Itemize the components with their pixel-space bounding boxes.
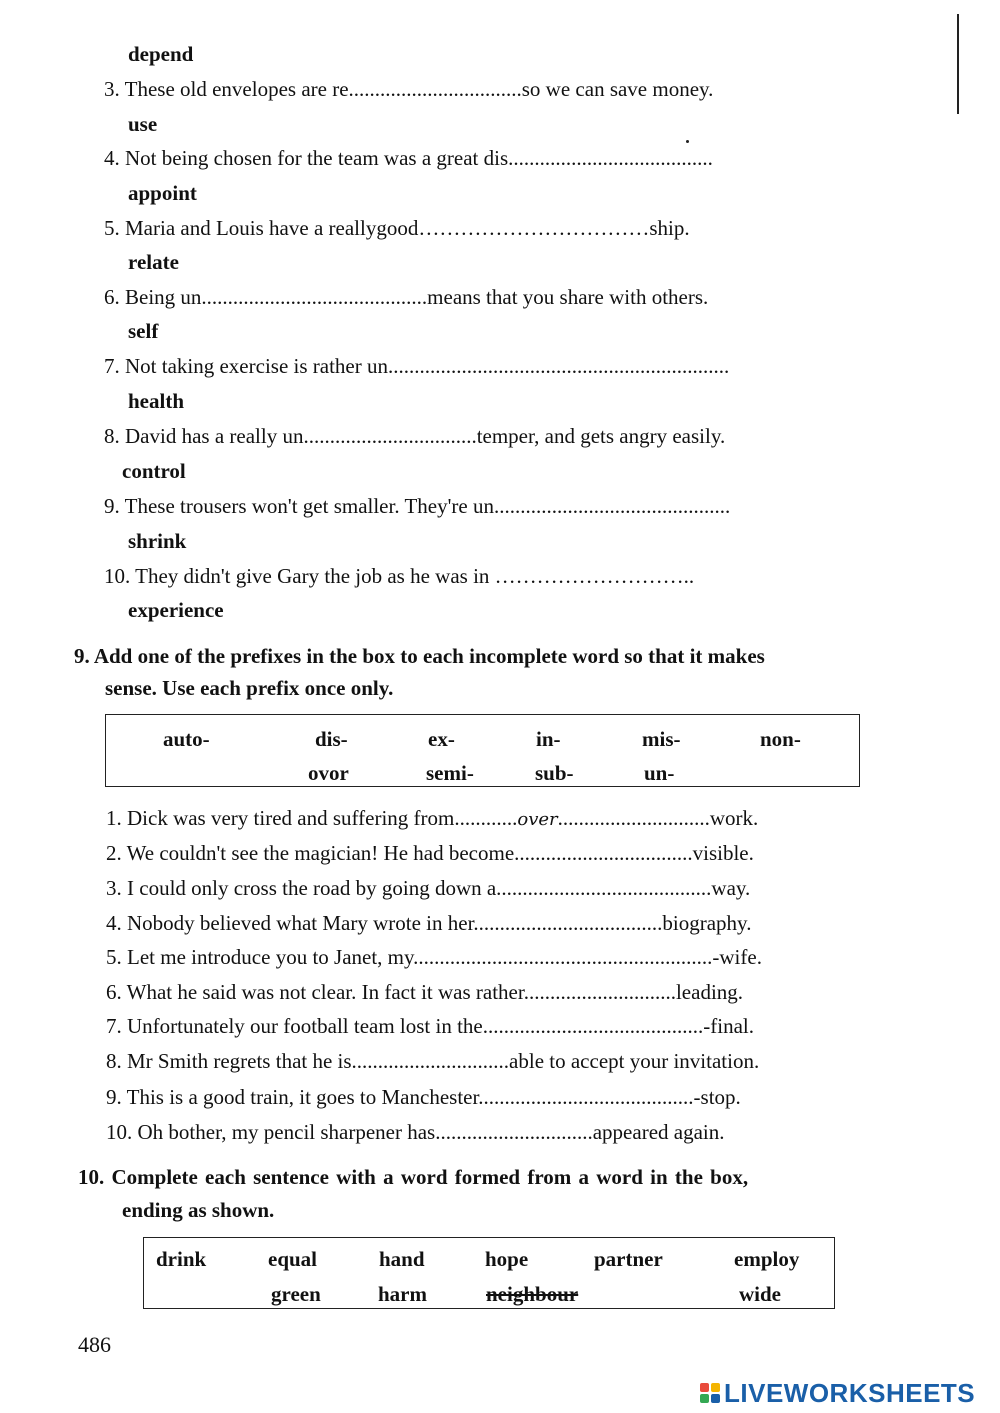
prefix-word: mis- (642, 727, 681, 751)
prefix-box (105, 714, 860, 787)
exercise9-sentence-7: 7. Unfortunately our football team lost in the..........................................-final. (106, 1014, 754, 1038)
keyword-health: health (128, 389, 185, 413)
box-word: employ (734, 1247, 800, 1271)
box-word: hand (379, 1247, 425, 1271)
box-word: equal (268, 1247, 318, 1271)
prefix-word: in- (536, 727, 561, 751)
prefix-word: semi- (426, 761, 474, 785)
exercise10-heading-cont: ending as shown. (122, 1198, 275, 1222)
page-number: 486 (78, 1332, 111, 1357)
exercise9-sentence-3: 3. I could only cross the road by going down a.........................................way. (106, 876, 751, 900)
exercise9-sentence-9: 9. This is a good train, it goes to Manchester.........................................-stop. (106, 1085, 741, 1109)
liveworksheets-watermark (700, 1377, 976, 1408)
prefix-word: un- (644, 761, 675, 785)
exercise8-sentence-9: 9. These trousers won't get smaller. They're un............................................. (104, 494, 731, 518)
exercise8-sentence-3: 3. These old envelopes are re.................................so we can save money. (104, 77, 714, 101)
exercise8-sentence-8: 8. David has a really un.................................temper, and gets angry easily. (104, 424, 726, 448)
prefix-word: dis- (315, 727, 348, 751)
exercise9-sentence-2: 2. We couldn't see the magician! He had become..................................visible. (106, 841, 754, 865)
box-word: harm (378, 1282, 427, 1306)
keyword-appoint: appoint (128, 181, 197, 205)
prefix-word: non- (760, 727, 801, 751)
exercise9-sentence-1 (106, 808, 758, 829)
exercise9-sentence-8: 8. Mr Smith regrets that he is..............................able to accept your invitation. (106, 1049, 760, 1073)
stray-mark (686, 140, 689, 143)
exercise9-heading-cont: sense. Use each prefix once only. (105, 676, 394, 700)
box-word: hope (485, 1247, 529, 1271)
box-word: drink (156, 1247, 207, 1271)
box-word: partner (594, 1247, 663, 1271)
exercise9-heading: 9. Add one of the prefixes in the box to each incomplete word so that it makes (74, 644, 765, 668)
box-word: green (271, 1282, 321, 1306)
liveworksheets-logo-icon (700, 1383, 720, 1403)
prefix-word: auto- (163, 727, 210, 751)
box-word-crossed-out: neighbour (486, 1282, 579, 1306)
exercise9-sentence-5: 5. Let me introduce you to Janet, my.........................................................-wife. (106, 945, 762, 969)
exercise10-heading: 10. Complete each sentence with a word formed from a word in the box, (78, 1165, 749, 1189)
keyword-control: control (122, 459, 186, 483)
keyword-experience: experience (128, 598, 224, 622)
exercise8-sentence-7: 7. Not taking exercise is rather un................................................................. (104, 354, 730, 378)
exercise9-sentence-4: 4. Nobody believed what Mary wrote in her....................................biography. (106, 911, 752, 935)
keyword-shrink: shrink (128, 529, 187, 553)
handwritten-answer: over (517, 809, 558, 830)
keyword-relate: relate (128, 250, 179, 274)
sentence-text: 1. Dick was very tired and suffering from............ (106, 806, 518, 830)
exercise8-sentence-5: 5. Maria and Louis have a reallygood……………………………ship. (104, 216, 690, 240)
keyword-depend: depend (128, 42, 194, 66)
watermark-text: LIVEWORKSHEETS (724, 1377, 976, 1408)
prefix-word: ovor (308, 761, 349, 785)
keyword-self: self (128, 319, 159, 343)
exercise8-sentence-4: 4. Not being chosen for the team was a great dis....................................... (104, 146, 713, 170)
exercise8-sentence-10: 10. They didn't give Gary the job as he was in ……………………….. (104, 564, 695, 588)
prefix-word: ex- (428, 727, 455, 751)
exercise9-sentence-6: 6. What he said was not clear. In fact it was rather.............................leading. (106, 980, 744, 1004)
keyword-use: use (128, 112, 158, 136)
sentence-text: .............................work. (557, 806, 759, 830)
box-word: wide (739, 1282, 781, 1306)
exercise8-sentence-6: 6. Being un...........................................means that you share with others. (104, 285, 709, 309)
prefix-word: sub- (535, 761, 574, 785)
exercise9-sentence-10: 10. Oh bother, my pencil sharpener has..............................appeared again. (106, 1120, 725, 1144)
margin-bar (957, 14, 959, 114)
